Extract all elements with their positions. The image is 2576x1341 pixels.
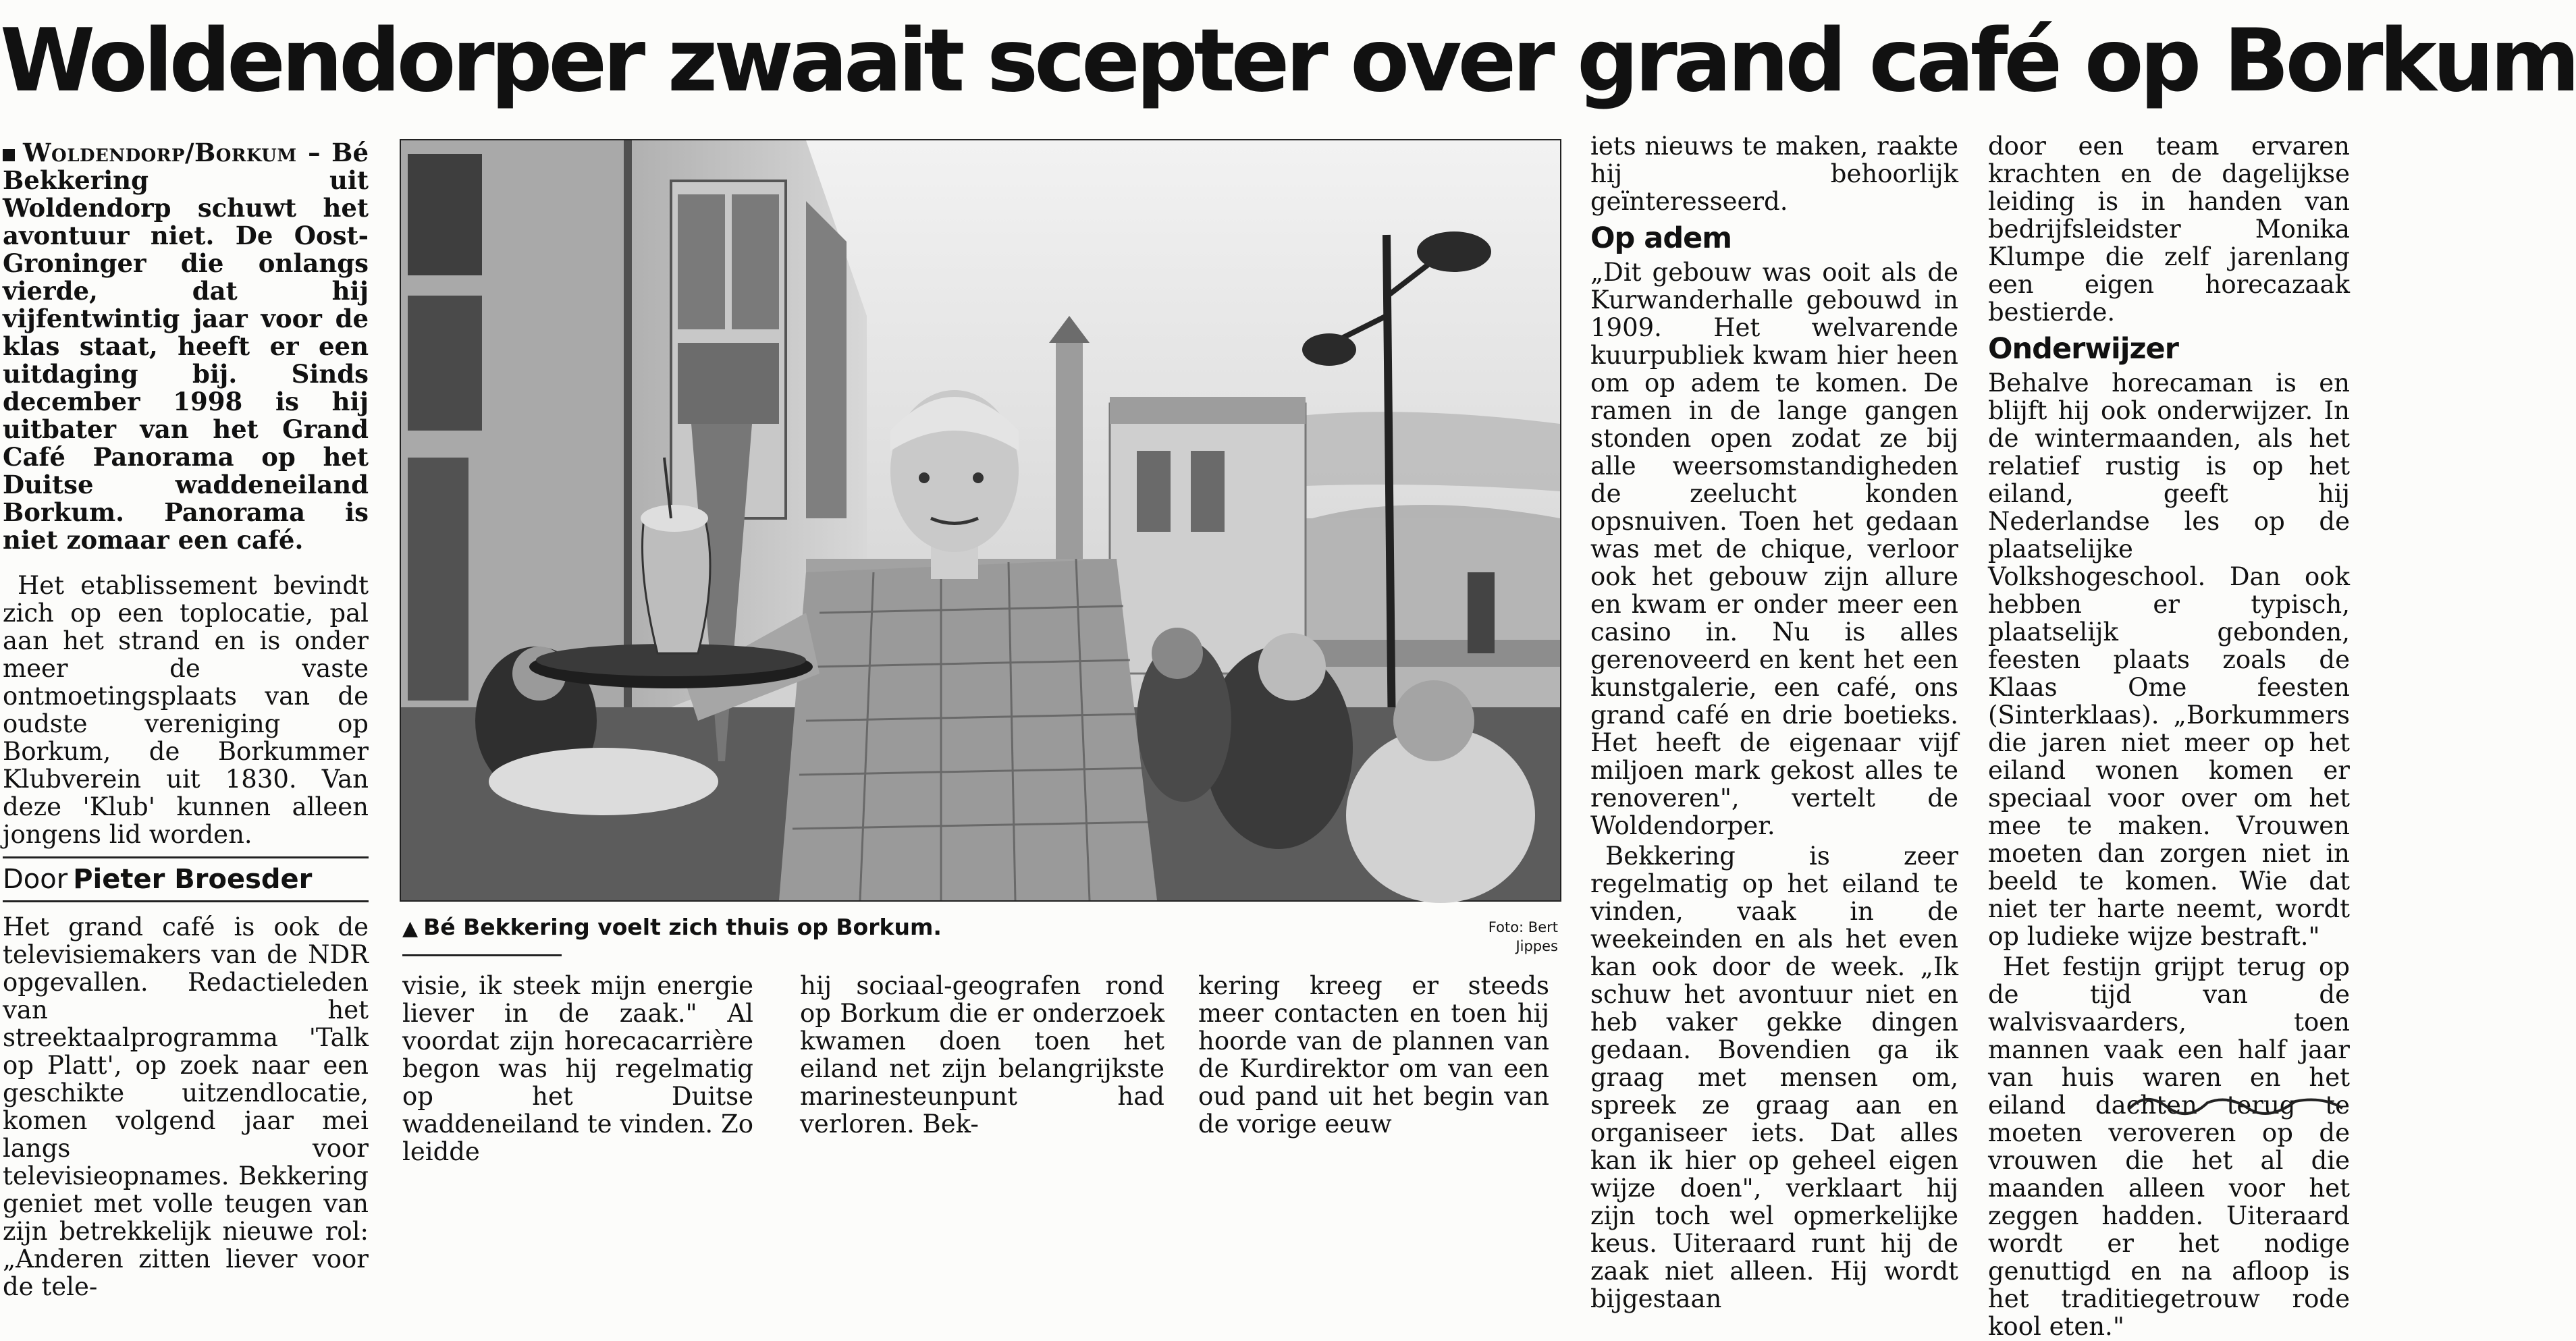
subheading-op-adem: Op adem — [1590, 221, 1732, 255]
col1-paragraph-2: Het grand café is ook de televisiemakers van de NDR opgevallen. Redactieleden van het streektaalprogramma 'Talk op Platt', op zoek naar een geschikte uitzendlocatie, komen volgend jaar mei langs voor televisieopnames. Bekkering geniet met volle teugen van zijn betrekkelijk nieuwe rol: „Anderen zitten liever voor de tele- — [3, 912, 369, 1301]
column-3 — [800, 971, 1164, 1139]
caption-rule — [402, 954, 562, 956]
col5-paragraph-3: Bekkering is zeer regelmatig op het eiland te vinden, vaak in de weekeinden en als het even kan ook door de week. „Ik schuw het avontuur niet en heb vaker gekke dingen gedaan. Bovendien ga ik graag met mensen om, spreek ze graag aan en organiseer iets. Dat alles kan ik hier op geheel eigen wijze doen", verklaart hij zijn toch wel opmerkelijke keus. Uiteraard runt hij de zaak niet alleen. Hij wordt bijgestaan — [1590, 842, 1958, 1313]
handwritten-mark — [2126, 1088, 2349, 1115]
caption-text: Bé Bekkering voelt zich thuis op Borkum. — [423, 914, 942, 940]
lead-kicker: Woldendorp/Borkum – — [23, 138, 321, 167]
caption-triangle-icon: ▲ — [402, 916, 419, 940]
col1-paragraph-1: Het etablissement bevindt zich op een toplocatie, pal aan het strand en is onder meer de vaste ontmoetingsplaats van de oudste vereniging op Borkum, de Borkummer Klubverein uit 1830. Van deze 'Klub' kunnen alleen jongens lid worden. — [3, 571, 369, 849]
square-bullet-icon — [3, 149, 15, 161]
column-6 — [1988, 132, 2350, 1341]
photo-caption — [402, 912, 1152, 943]
col4-text: kering kreeg er steeds meer contacten en toen hij hoorde van de plannen van de Kurdirektor om van een oud pand uit het begin van de vorige eeuw — [1198, 971, 1549, 1139]
col6-paragraph-2: Behalve horecaman is en blijft hij ook onderwijzer. In de wintermaanden, als het relatief rustig is op het eiland, geeft hij Nederlandse les op de plaatselijke Volkshogeschool. Dan ook hebben er typisch, plaatselijk gebonden, feesten plaats zoals de Klaas Ome feesten (Sinterklaas). „Borkummers die jaren niet meer op het eiland wonen komen er speciaal voor over om het mee te maken. Vrouwen moeten dan zorgen niet in beeld te komen. Wie dat niet ter harte neemt, wordt op ludieke wijze bestraft." — [1988, 368, 2350, 951]
article-photo — [400, 139, 1561, 902]
lead-text: Bé Bekkering uit Woldendorp schuwt het avontuur niet. De Oost-Groninger die onlangs vierde, dat hij vijfentwintig jaar voor de klas staat, heeft er een uitdaging bij. Sinds december 1998 is hij uitbater van het Grand Café Panorama op het Duitse waddeneiland Borkum. Panorama is niet zomaar een café. — [3, 138, 369, 555]
byline-prefix: Door — [3, 864, 68, 895]
subheading-onderwijzer: Onderwijzer — [1988, 332, 2178, 366]
column-1 — [3, 138, 369, 1301]
column-4 — [1198, 971, 1549, 1139]
col5-paragraph-2: „Dit gebouw was ooit als de Kurwanderhalle gebouwd in 1909. Het welvarende kuurpubliek kwam hier heen om op adem te komen. De ramen in de lange gangen stonden open zodat ze bij alle weersomstandigheden de zeelucht konden opsnuiven. Toen het gedaan was met de chique, verloor ook het gebouw zijn allure en kwam er onder meer een casino in. Nu is alles gerenoveerd en kent het een kunstgalerie, een café, ons grand café en drie boetieks. Het heeft de eigenaar vijf miljoen mark gekost alles te renoveren", vertelt de Woldendorper. — [1590, 258, 1958, 840]
col6-paragraph-1: door een team ervaren krachten en de dagelijkse leiding is in handen van bedrijfsleidster Monika Klumpe die zelf jarenlang een eigen horecazaak bestierde. — [1988, 132, 2350, 327]
col2-text: visie, ik steek mijn energie liever in de zaak." Al voordat zijn horecacarrière begon was hij regelmatig op het Duitse waddeneiland te vinden. Zo leidde — [402, 971, 753, 1166]
column-5 — [1590, 132, 1958, 1313]
photo-credit: Foto: Bert Jippes — [1488, 919, 1558, 954]
byline — [3, 856, 369, 902]
byline-author: Pieter Broesder — [73, 864, 313, 895]
col5-paragraph-1: iets nieuws te maken, raakte hij behoorlijk geïnteresseerd. — [1590, 132, 1958, 216]
col6-paragraph-3: Het festijn grijpt terug op de tijd van de walvisvaarders, toen mannen vaak een half jaar van huis waren en het eiland dachten terug te moeten veroveren op de vrouwen die het al die maanden alleen voor het zeggen hadden. Uiteraard wordt er het nodige genuttigd en na afloop is het traditiegetrouw rode kool eten." — [1988, 952, 2350, 1341]
lead-paragraph — [3, 139, 369, 554]
col3-text: hij sociaal-geografen rond op Borkum die er onderzoek kwamen doen toen het eiland net zijn belangrijkste marinesteunpunt had verloren. Bek- — [800, 971, 1164, 1139]
headline: Woldendorper zwaait scepter over grand café op Borkum — [0, 11, 2576, 111]
column-2 — [402, 971, 753, 1166]
